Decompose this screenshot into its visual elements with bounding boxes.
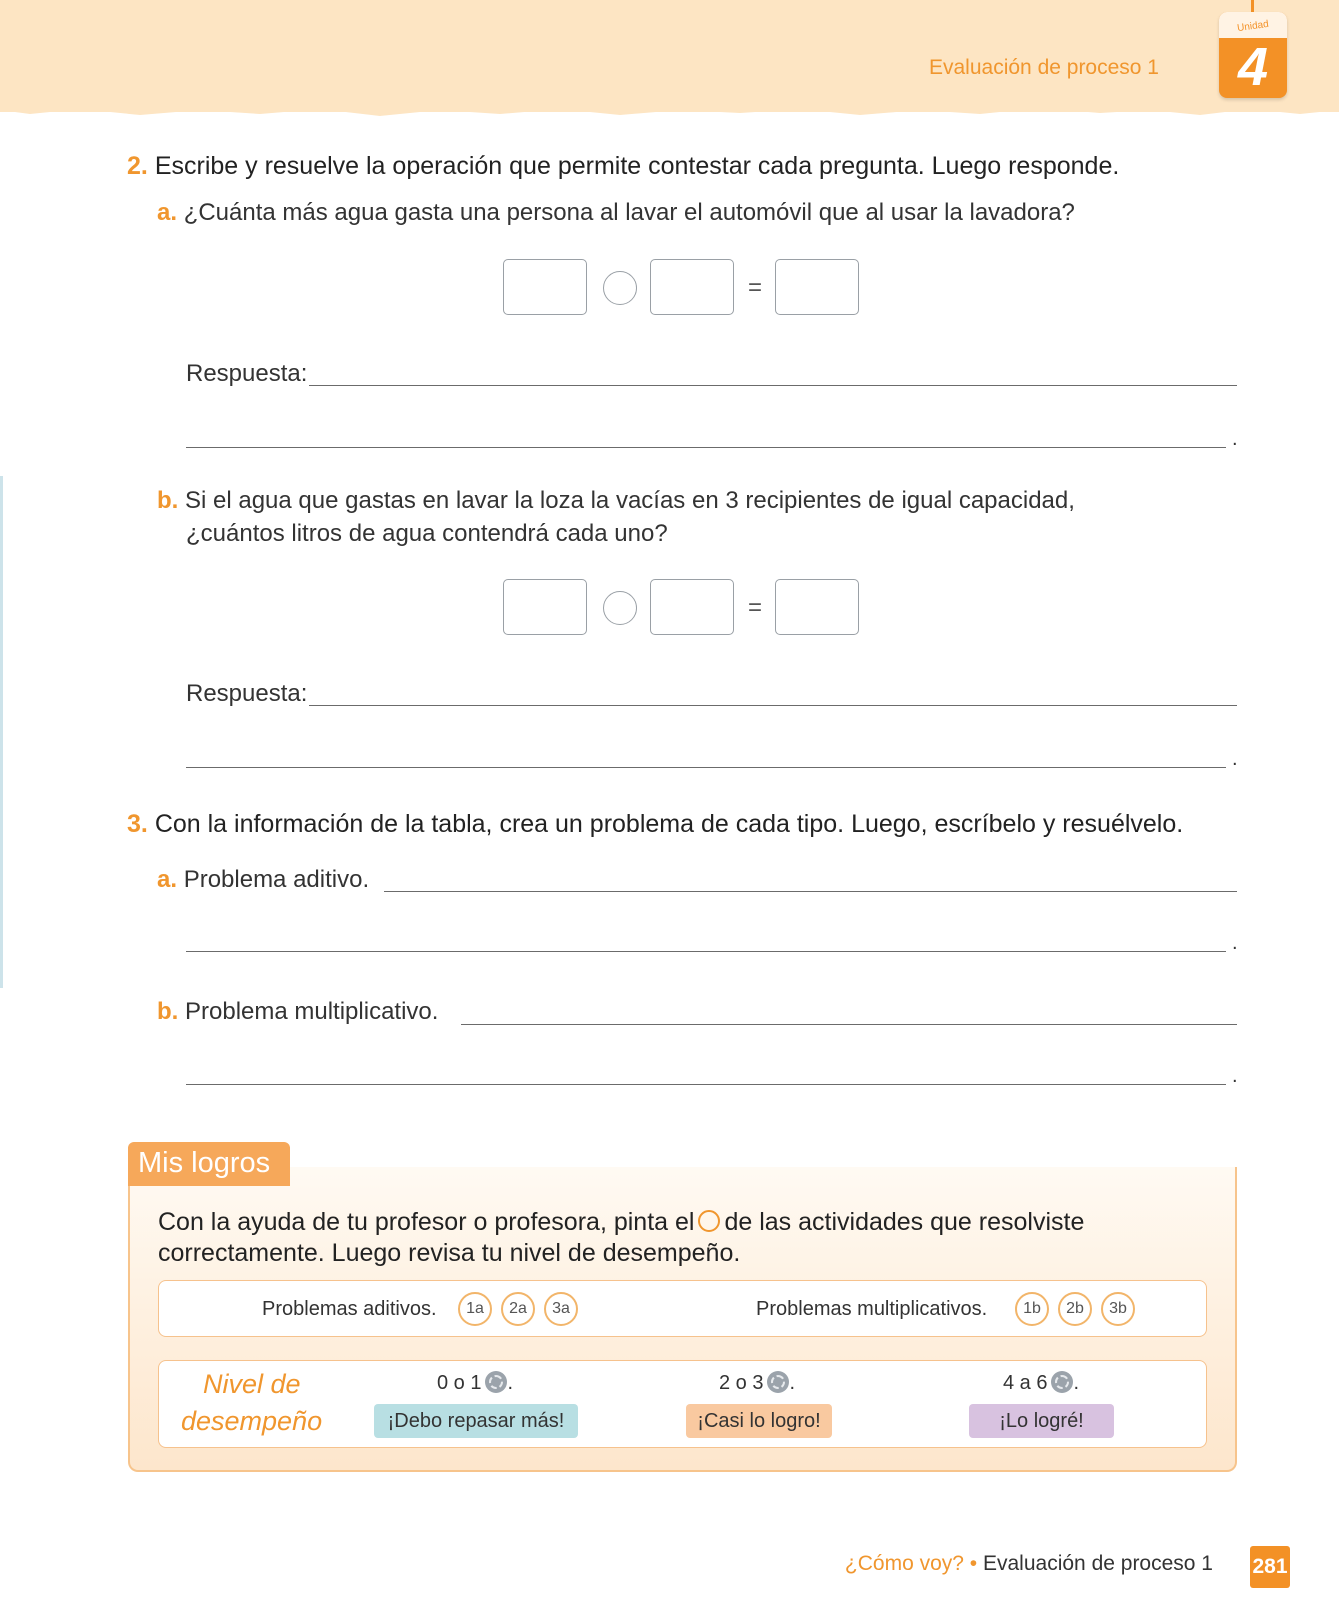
question-2 (127, 152, 1119, 181)
operator-circle[interactable] (603, 271, 637, 305)
answer-label: Respuesta: (186, 360, 308, 387)
answer-label: Respuesta: (186, 680, 308, 707)
question-2a (157, 199, 1075, 227)
range-text: 2 o 3 (719, 1372, 764, 1394)
sub-text: Problema multiplicativo. (185, 998, 439, 1025)
answer-line[interactable] (186, 951, 1226, 952)
period: . (789, 1372, 796, 1394)
question-3 (127, 810, 1183, 839)
footer-separator: • (969, 1552, 978, 1575)
result-box[interactable] (775, 579, 859, 635)
operand-box[interactable] (503, 259, 587, 315)
question-number: 2. (127, 152, 148, 180)
unit-number: 4 (1237, 37, 1269, 97)
multiplicativos-label: Problemas multiplicativos. (756, 1298, 988, 1320)
question-2b (157, 487, 1075, 515)
sub-letter: a. (157, 866, 178, 893)
aditivos-label: Problemas aditivos. (262, 1298, 437, 1320)
level-pill-3: ¡Lo logré! (969, 1404, 1114, 1438)
sub-text: ¿Cuánta más agua gasta una persona al lavar el automóvil que al usar la lavadora? (183, 199, 1075, 226)
sub-text-line2: ¿cuántos litros de agua contendrá cada uno? (186, 520, 668, 547)
sub-letter: a. (157, 199, 178, 226)
level-range-1 (437, 1371, 513, 1395)
nivel-line2: desempeño (181, 1406, 323, 1436)
question-text: Escribe y resuelve la operación que permite contestar cada pregunta. Luego responde. (154, 152, 1120, 180)
circle-icon (698, 1210, 720, 1232)
activity-bubble-3a[interactable]: 3a (544, 1292, 578, 1326)
instruction-before: Con la ayuda de tu profesor o profesora, pinta el (158, 1208, 695, 1236)
answer-line[interactable] (384, 891, 1237, 892)
equals-sign: = (748, 274, 763, 301)
result-box[interactable] (775, 259, 859, 315)
instruction-after: de las actividades que resolviste (724, 1208, 1085, 1236)
activity-bubble-2a[interactable]: 2a (501, 1292, 535, 1326)
range-text: 0 o 1 (437, 1372, 482, 1394)
period: . (1232, 428, 1238, 450)
question-text: Con la información de la tabla, crea un problema de cada tipo. Luego, escríbelo y resuélvelo. (154, 810, 1184, 838)
activity-bubble-3b[interactable]: 3b (1101, 1292, 1135, 1326)
equals-sign: = (748, 594, 763, 621)
logros-title: Mis logros (138, 1147, 271, 1179)
sub-letter: b. (157, 487, 179, 514)
answer-line[interactable] (186, 767, 1226, 768)
answer-line[interactable] (186, 1084, 1226, 1085)
operator-circle[interactable] (603, 591, 637, 625)
painted-circle-icon (1051, 1371, 1073, 1393)
footer-title: Evaluación de proceso 1 (983, 1552, 1213, 1575)
painted-circle-icon (485, 1371, 507, 1393)
activity-bubble-2b[interactable]: 2b (1058, 1292, 1092, 1326)
page-number: 281 (1250, 1546, 1290, 1588)
question-3a (157, 866, 369, 894)
range-text: 4 a 6 (1003, 1372, 1048, 1394)
answer-line[interactable] (186, 447, 1226, 448)
activity-bubble-1b[interactable]: 1b (1015, 1292, 1049, 1326)
operand-box[interactable] (503, 579, 587, 635)
painted-circle-icon (767, 1371, 789, 1393)
header-title: Evaluación de proceso 1 (929, 56, 1159, 79)
logros-instruction-line1 (158, 1208, 1084, 1237)
sub-text-line1: Si el agua que gastas en lavar la loza la vacías en 3 recipientes de igual capacidad, (185, 487, 1075, 514)
unit-label: Unidad (1236, 18, 1270, 35)
footer-highlight: ¿Cómo voy? (844, 1552, 964, 1575)
answer-line[interactable] (461, 1024, 1237, 1025)
operand-box[interactable] (650, 579, 734, 635)
unit-badge (1219, 12, 1287, 98)
answer-line[interactable] (309, 705, 1237, 706)
side-rule (0, 476, 3, 988)
level-pill-1: ¡Debo repasar más! (374, 1404, 578, 1438)
sub-text: Problema aditivo. (183, 866, 370, 893)
level-range-2 (719, 1371, 795, 1395)
period: . (1232, 932, 1238, 954)
logros-tab (128, 1142, 290, 1186)
period: . (507, 1372, 514, 1394)
period: . (1073, 1372, 1080, 1394)
sub-letter: b. (157, 998, 179, 1025)
question-3b (157, 998, 438, 1026)
level-range-3 (1003, 1371, 1079, 1395)
logros-instruction-line2: correctamente. Luego revisa tu nivel de desempeño. (158, 1239, 741, 1267)
activity-bubble-1a[interactable]: 1a (458, 1292, 492, 1326)
operand-box[interactable] (650, 259, 734, 315)
nivel-line1: Nivel de (203, 1369, 301, 1399)
period: . (1232, 1065, 1238, 1087)
footer-text (845, 1552, 1213, 1576)
level-pill-2: ¡Casi lo logro! (686, 1404, 832, 1438)
period: . (1232, 748, 1238, 770)
torn-paper-edge (0, 100, 1339, 122)
answer-line[interactable] (309, 385, 1237, 386)
question-number: 3. (127, 810, 148, 838)
